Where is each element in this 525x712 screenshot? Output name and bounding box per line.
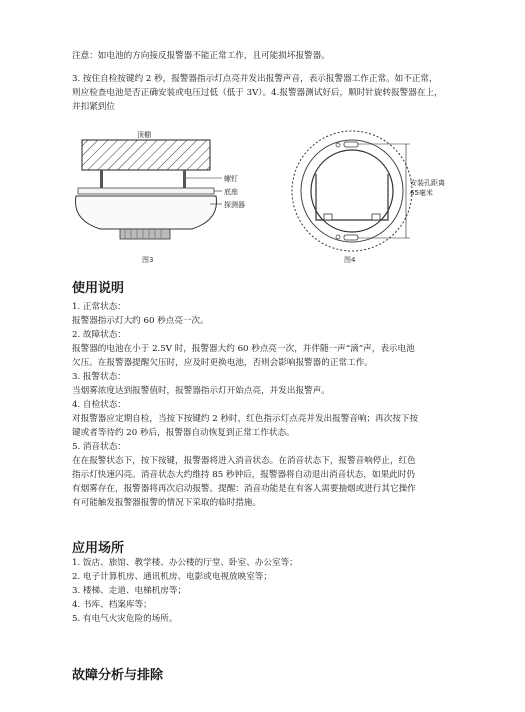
usage-line: 报警器指示灯大约 60 秒点亮一次。 <box>72 316 209 326</box>
usage-line: 有可能触发报警器报警的情况下采取的临时措施。 <box>72 498 262 508</box>
figure-4-top-view <box>272 128 452 268</box>
application-line: 5. 有电气火灾危险的场所。 <box>72 614 178 624</box>
application-line: 1. 饭店、旅馆、教学楼、办公楼的厅堂、卧室、办公室等； <box>72 558 298 568</box>
screw-label: 螺钉 <box>224 175 238 183</box>
usage-line: 2. 故障状态： <box>72 330 126 340</box>
hole-distance-value: 65毫米 <box>410 189 433 197</box>
usage-line: 键或者等待约 20 秒后，报警器自动恢复到正常工作状态。 <box>72 428 295 438</box>
usage-line: 3. 报警状态： <box>72 372 126 382</box>
troubleshooting-heading: 故障分析与排除 <box>72 668 164 683</box>
detector-grill <box>120 229 170 239</box>
hole-distance-label: 安装孔距离 <box>410 179 445 187</box>
detector-label: 探测器 <box>224 201 245 209</box>
step3-line: 3. 按住自检按键约 2 秒，报警器指示灯点亮并发出报警声音，表示报警器工作正常。如不正常， <box>72 74 438 84</box>
application-body <box>72 556 464 626</box>
application-line: 4. 书库、档案库等； <box>72 600 152 610</box>
application-line: 2. 电子计算机房、通讯机房、电影或电视放映室等； <box>72 572 272 582</box>
step3-paragraph <box>72 72 464 114</box>
usage-line: 对报警器应定期自检，当按下按键约 2 秒时，红色指示灯点亮并发出报警音响；再次按下按 <box>72 414 419 424</box>
ceiling-block <box>82 140 210 170</box>
detector-dome <box>76 196 217 229</box>
usage-line: 有烟雾存在，报警器将再次启动报警。提醒：消音功能是在有客人需要抽烟或进行其它操作 <box>72 484 416 494</box>
mounting-hole-top <box>344 142 358 147</box>
usage-line: 指示灯快速闪亮。消音状态大约维持 85 秒钟后，报警器将自动退出消音状态，如果此时仍 <box>72 470 415 480</box>
usage-line: 当烟雾浓度达到报警值时，报警器指示灯开始点亮，并发出报警声。 <box>72 386 330 396</box>
usage-line: 在在报警状态下，按下按键，报警器将进入消音状态。在消音状态下，报警音响停止，红色 <box>72 456 416 466</box>
usage-heading: 使用说明 <box>72 281 125 296</box>
usage-line: 报警器的电池在小于 2.5V 时，报警器大约 60 秒点亮一次，并伴随一声“滴”声，表示电池 <box>72 344 415 354</box>
base-plate <box>78 188 214 194</box>
usage-line: 1. 正常状态： <box>72 302 126 312</box>
step3-line: 则应检查电池是否正确安装或电压过低（低于 3V）。4.报警器测试好后，顺时针旋转报警器在上， <box>72 88 443 98</box>
usage-line: 欠压。在报警器提醒欠压时，应及时更换电池，否则会影响报警器的正常工作。 <box>72 358 373 368</box>
usage-line: 5. 消音状态： <box>72 442 126 452</box>
mounting-hole-bottom <box>344 235 358 240</box>
application-line: 3. 楼梯、走道、电梯机房等； <box>72 586 187 596</box>
figure-3-side-view <box>70 128 260 268</box>
usage-line: 4. 自检状态： <box>72 400 126 410</box>
usage-body <box>72 300 464 510</box>
step3-line: 并扣紧到位 <box>72 102 115 112</box>
base-label: 底座 <box>224 188 238 196</box>
application-heading: 应用场所 <box>72 541 125 556</box>
ceiling-label: 顶棚 <box>137 131 151 139</box>
figure-3-caption: 图3 <box>142 256 154 264</box>
battery-note: 注意：如电池的方向接反报警器不能正常工作，且可能损坏报警器。 <box>72 51 330 61</box>
figure-4-caption: 图4 <box>344 256 356 264</box>
